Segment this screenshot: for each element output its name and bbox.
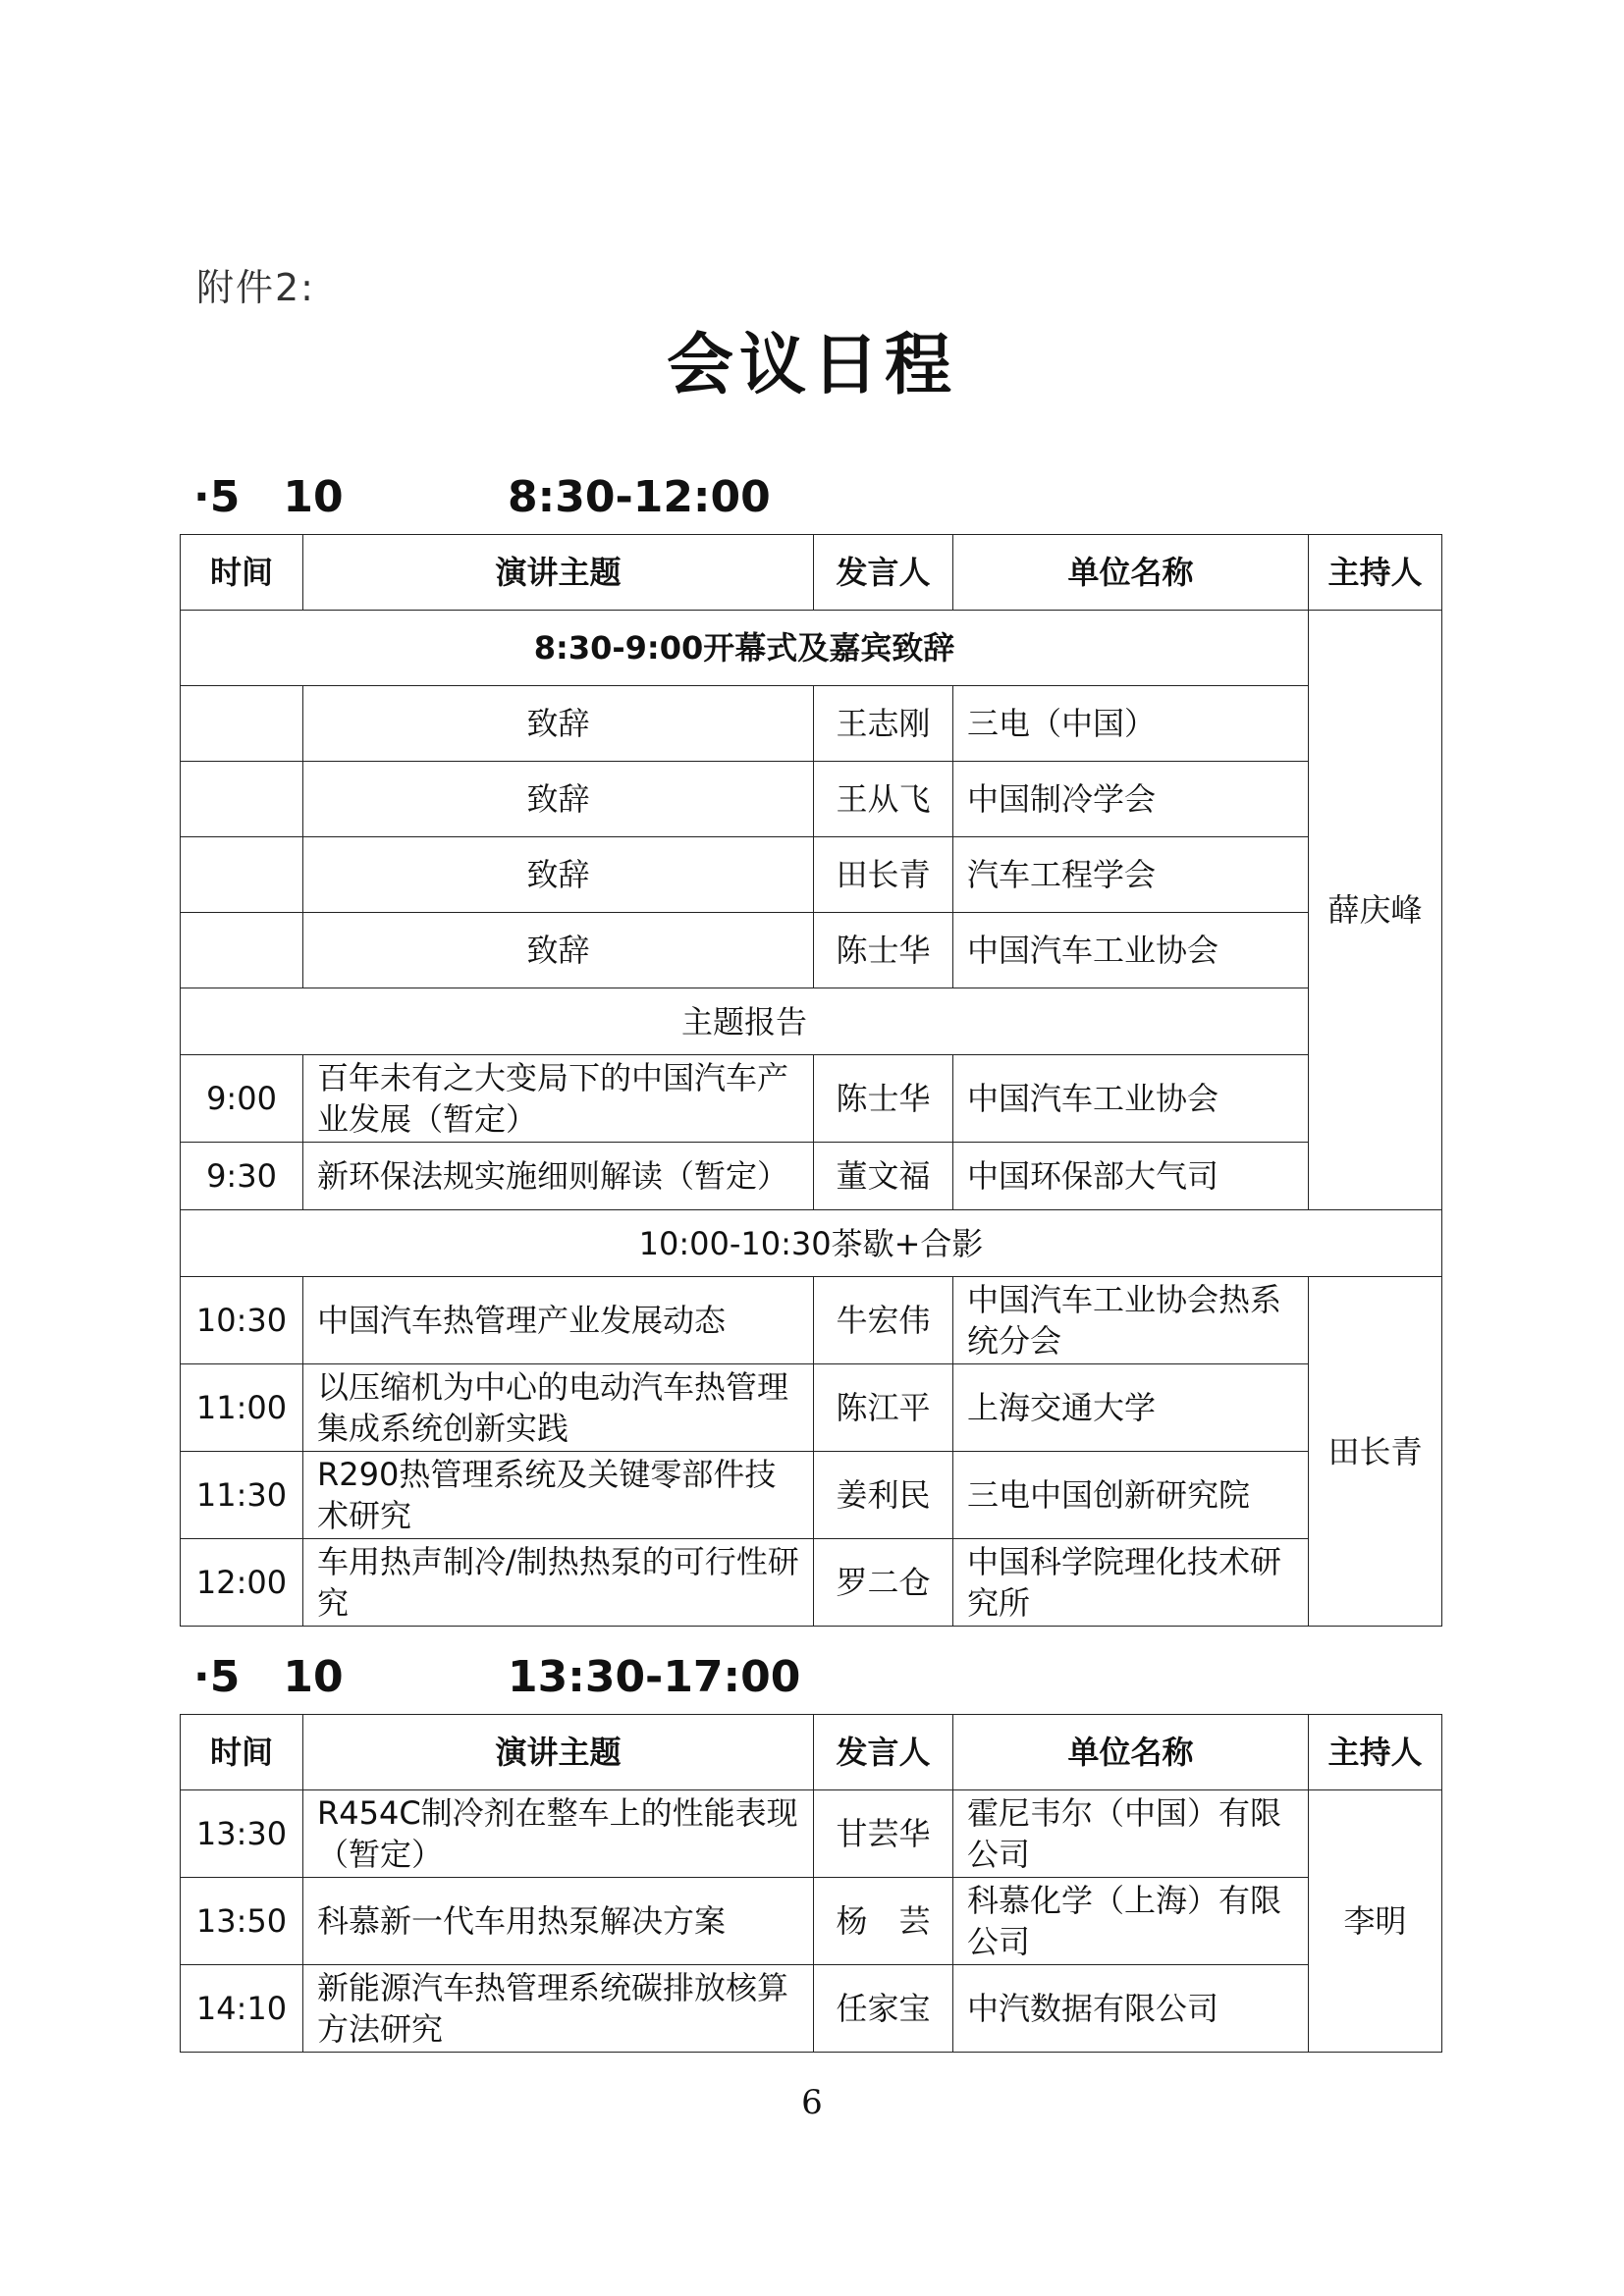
topic-cell: 新能源汽车热管理系统碳排放核算方法研究	[303, 1965, 814, 2053]
header-time: 时间	[181, 1715, 303, 1790]
opening-row	[181, 611, 1442, 686]
header-org: 单位名称	[953, 535, 1309, 611]
header-speaker: 发言人	[814, 1715, 953, 1790]
time-cell	[181, 686, 303, 762]
header-org: 单位名称	[953, 1715, 1309, 1790]
header-host: 主持人	[1309, 535, 1442, 611]
org-cell: 三电中国创新研究院	[953, 1452, 1309, 1539]
header-speaker: 发言人	[814, 535, 953, 611]
org-cell: 三电（中国）	[953, 686, 1309, 762]
session-time: 8:30-12:00	[508, 472, 771, 522]
host-cell: 田长青	[1309, 1277, 1442, 1627]
topic-cell: R290热管理系统及关键零部件技术研究	[303, 1452, 814, 1539]
break-row	[181, 1210, 1442, 1277]
speaker-cell: 罗二仓	[814, 1539, 953, 1627]
break-label: 10:00-10:30茶歇+合影	[181, 1210, 1442, 1277]
table-row	[181, 762, 1442, 837]
page-number: 6	[801, 2083, 823, 2122]
session-date: ·5 10	[193, 472, 344, 522]
time-cell: 11:00	[181, 1364, 303, 1452]
table-row	[181, 1055, 1442, 1143]
keynote-label: 主题报告	[181, 988, 1309, 1055]
host-cell: 薛庆峰	[1309, 611, 1442, 1210]
header-host: 主持人	[1309, 1715, 1442, 1790]
table-row	[181, 837, 1442, 913]
topic-cell: R454C制冷剂在整车上的性能表现（暂定）	[303, 1790, 814, 1878]
time-cell: 11:30	[181, 1452, 303, 1539]
table-row	[181, 1539, 1442, 1627]
table-row	[181, 1965, 1442, 2053]
attachment-label: 附件2:	[196, 266, 315, 309]
session-heading-morning	[193, 461, 771, 524]
schedule-table-morning	[180, 534, 1442, 1627]
speaker-cell: 姜利民	[814, 1452, 953, 1539]
time-cell: 13:30	[181, 1790, 303, 1878]
header-topic: 演讲主题	[303, 535, 814, 611]
org-cell: 中汽数据有限公司	[953, 1965, 1309, 2053]
org-cell: 中国制冷学会	[953, 762, 1309, 837]
speaker-cell: 陈士华	[814, 1055, 953, 1143]
topic-cell: 百年未有之大变局下的中国汽车产业发展（暂定）	[303, 1055, 814, 1143]
topic-cell: 以压缩机为中心的电动汽车热管理集成系统创新实践	[303, 1364, 814, 1452]
schedule-table-afternoon	[180, 1714, 1442, 2053]
org-cell: 上海交通大学	[953, 1364, 1309, 1452]
topic-cell: 致辞	[303, 913, 814, 988]
table-header-row	[181, 1715, 1442, 1790]
table-row	[181, 913, 1442, 988]
org-cell: 霍尼韦尔（中国）有限公司	[953, 1790, 1309, 1878]
speaker-cell: 陈江平	[814, 1364, 953, 1452]
table-row	[181, 1452, 1442, 1539]
table-row	[181, 1143, 1442, 1210]
session-heading-afternoon	[193, 1641, 800, 1704]
speaker-cell: 王从飞	[814, 762, 953, 837]
topic-cell: 新环保法规实施细则解读（暂定）	[303, 1143, 814, 1210]
opening-label: 8:30-9:00开幕式及嘉宾致辞	[181, 611, 1309, 686]
org-cell: 汽车工程学会	[953, 837, 1309, 913]
speaker-cell: 牛宏伟	[814, 1277, 953, 1364]
keynote-row	[181, 988, 1442, 1055]
time-cell: 14:10	[181, 1965, 303, 2053]
table-row	[181, 1878, 1442, 1965]
topic-cell: 车用热声制冷/制热热泵的可行性研究	[303, 1539, 814, 1627]
header-time: 时间	[181, 535, 303, 611]
topic-cell: 中国汽车热管理产业发展动态	[303, 1277, 814, 1364]
speaker-cell: 甘芸华	[814, 1790, 953, 1878]
time-cell	[181, 762, 303, 837]
org-cell: 中国科学院理化技术研究所	[953, 1539, 1309, 1627]
host-cell: 李明	[1309, 1790, 1442, 2053]
time-cell: 9:00	[181, 1055, 303, 1143]
speaker-cell: 王志刚	[814, 686, 953, 762]
speaker-cell: 陈士华	[814, 913, 953, 988]
speaker-cell: 董文福	[814, 1143, 953, 1210]
header-topic: 演讲主题	[303, 1715, 814, 1790]
table-row	[181, 1790, 1442, 1878]
topic-cell: 科慕新一代车用热泵解决方案	[303, 1878, 814, 1965]
time-cell: 10:30	[181, 1277, 303, 1364]
session-date: ·5 10	[193, 1652, 344, 1702]
speaker-cell: 田长青	[814, 837, 953, 913]
page-title: 会议日程	[666, 327, 957, 404]
speaker-cell: 杨 芸	[814, 1878, 953, 1965]
topic-cell: 致辞	[303, 686, 814, 762]
table-row	[181, 1277, 1442, 1364]
topic-cell: 致辞	[303, 762, 814, 837]
session-time: 13:30-17:00	[508, 1652, 801, 1702]
time-cell: 13:50	[181, 1878, 303, 1965]
time-cell: 12:00	[181, 1539, 303, 1627]
org-cell: 科慕化学（上海）有限公司	[953, 1878, 1309, 1965]
table-header-row	[181, 535, 1442, 611]
time-cell	[181, 913, 303, 988]
table-row	[181, 686, 1442, 762]
speaker-cell: 任家宝	[814, 1965, 953, 2053]
time-cell: 9:30	[181, 1143, 303, 1210]
topic-cell: 致辞	[303, 837, 814, 913]
org-cell: 中国环保部大气司	[953, 1143, 1309, 1210]
table-row	[181, 1364, 1442, 1452]
org-cell: 中国汽车工业协会热系统分会	[953, 1277, 1309, 1364]
time-cell	[181, 837, 303, 913]
org-cell: 中国汽车工业协会	[953, 913, 1309, 988]
org-cell: 中国汽车工业协会	[953, 1055, 1309, 1143]
